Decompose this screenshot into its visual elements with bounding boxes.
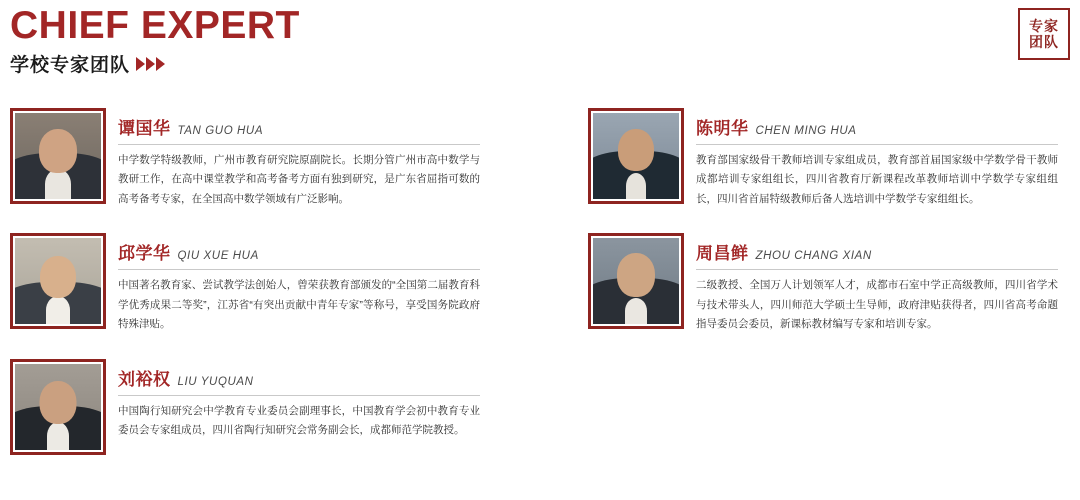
- expert-name-cn: 谭国华: [118, 119, 171, 138]
- portrait-zhou-chang-xian: [593, 238, 679, 324]
- divider: [118, 269, 480, 270]
- photo-frame: [10, 359, 106, 455]
- expert-name-row: [696, 239, 1058, 264]
- expert-name-en: QIU XUE HUA: [177, 250, 259, 263]
- expert-name-en: TAN GUO HUA: [177, 125, 264, 137]
- expert-bio: 中国著名教育家、尝试教学法创始人，曾荣获教育部颁发的“全国第二届教育科学优秀成果二等奖”，江苏省“有突出贡献中青年专家”等称号，享受国务院政府特殊津贴。: [118, 279, 480, 331]
- expert-name-en: CHEN MING HUA: [755, 125, 857, 137]
- portrait-chen-ming-hua: [593, 113, 679, 199]
- expert-bio: 中学数学特级教师，广州市教育研究院原副院长。长期分管广州市高中数学与教研工作，在高中课堂教学和高考备考方面有独到研究，是广东省屈指可数的高考备考专家，在全国高中数学领域有广泛影响。: [118, 154, 480, 205]
- expert-name-row: [696, 114, 1058, 139]
- page-title-en: CHIEF EXPERT: [10, 4, 300, 47]
- portrait-tan-guo-hua: [15, 113, 101, 199]
- stamp-line-1: 专家: [1029, 17, 1059, 34]
- expert-name-cn: 陈明华: [696, 119, 749, 138]
- expert-info: [118, 359, 480, 441]
- photo-frame: [588, 233, 684, 329]
- divider: [118, 395, 480, 396]
- expert-column-right: [588, 108, 1058, 359]
- expert-team-stamp: [1018, 8, 1070, 60]
- divider: [118, 144, 480, 145]
- page-subtitle-row: [10, 50, 300, 77]
- expert-column-left: [10, 108, 480, 479]
- expert-info: [696, 108, 1058, 209]
- expert-info: [696, 233, 1058, 334]
- expert-card: [10, 233, 480, 334]
- expert-name-en: LIU YUQUAN: [177, 375, 254, 388]
- photo-frame: [10, 108, 106, 204]
- expert-bio: 教育部国家级骨干教师培训专家组成员，教育部首届国家级中学数学骨干教师成都培训专家组组长，四川省教育厅新课程改革教师培训中学数学专家组组长，四川省首届特级教师后备人选培训中学数学专家组组长。: [696, 154, 1058, 205]
- expert-name-row: [118, 365, 480, 390]
- triple-right-arrow-icon: [136, 57, 165, 71]
- expert-card: [588, 233, 1058, 334]
- page-title-cn: 学校专家团队: [10, 55, 131, 76]
- expert-bio: 中国陶行知研究会中学教育专业委员会副理事长，中国教育学会初中教育专业委员会专家组成员，四川省陶行知研究会常务副会长，成都师范学院教授。: [118, 404, 480, 436]
- expert-name-cn: 刘裕权: [118, 369, 171, 389]
- expert-name-en: ZHOU CHANG XIAN: [755, 250, 872, 263]
- expert-card: [10, 108, 480, 209]
- expert-bio: 二级教授、全国万人计划领军人才，成都市石室中学正高级教师，四川省学术与技术带头人，四川师范大学硕士生导师，政府津贴获得者，四川省高考命题指导委员会委员，新课标教材编写专家和培训专家。: [696, 279, 1058, 331]
- expert-info: [118, 233, 480, 334]
- photo-frame: [588, 108, 684, 204]
- divider: [696, 269, 1058, 270]
- photo-frame: [10, 233, 106, 329]
- portrait-liu-yuquan: [15, 364, 101, 450]
- expert-card: [588, 108, 1058, 209]
- expert-name-cn: 周昌鲜: [696, 244, 749, 264]
- divider: [696, 144, 1058, 145]
- page-header: [10, 4, 300, 77]
- expert-name-row: [118, 239, 480, 264]
- expert-info: [118, 108, 480, 209]
- expert-card: [10, 359, 480, 455]
- portrait-qiu-xue-hua: [15, 238, 101, 324]
- stamp-line-2: 团队: [1029, 34, 1059, 50]
- expert-name-row: [118, 114, 480, 139]
- expert-name-cn: 邱学华: [118, 244, 171, 264]
